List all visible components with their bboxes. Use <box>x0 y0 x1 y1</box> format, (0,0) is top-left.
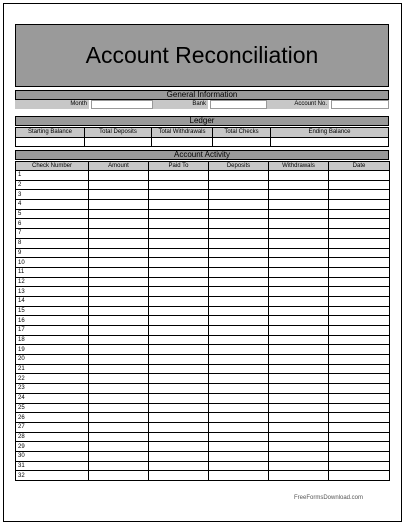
entry-cell[interactable] <box>329 471 390 481</box>
entry-cell[interactable] <box>269 238 329 248</box>
entry-cell[interactable] <box>209 326 269 336</box>
entry-cell[interactable] <box>209 229 269 239</box>
entry-cell[interactable] <box>89 432 149 442</box>
entry-cell[interactable] <box>269 200 329 210</box>
row-number-cell[interactable]: 8 <box>16 238 89 248</box>
table-row <box>16 267 390 277</box>
table-row <box>16 422 390 432</box>
month-field[interactable] <box>91 100 153 109</box>
starting-balance-field[interactable] <box>16 138 84 146</box>
entry-cell[interactable] <box>269 374 329 384</box>
entry-cell[interactable] <box>89 403 149 413</box>
ledger-col <box>213 128 271 146</box>
entry-cell[interactable] <box>329 200 390 210</box>
entry-cell[interactable] <box>89 180 149 190</box>
table-row <box>16 316 390 326</box>
entry-cell[interactable] <box>329 267 390 277</box>
row-number-cell[interactable]: 4 <box>16 200 89 210</box>
entry-cell[interactable] <box>329 345 390 355</box>
activity-table <box>15 161 390 481</box>
row-number-cell[interactable]: 5 <box>16 209 89 219</box>
entry-cell[interactable] <box>209 219 269 229</box>
table-row <box>16 229 390 239</box>
column-header: Deposits <box>209 162 269 171</box>
entry-cell[interactable] <box>209 180 269 190</box>
entry-cell[interactable] <box>149 229 209 239</box>
activity-header-row <box>16 162 390 171</box>
page-title: Account Reconciliation <box>85 42 319 68</box>
table-row <box>16 171 390 181</box>
entry-cell[interactable] <box>209 374 269 384</box>
table-row <box>16 287 390 297</box>
entry-cell[interactable] <box>269 413 329 423</box>
entry-cell[interactable] <box>329 219 390 229</box>
bank-field[interactable] <box>210 100 267 109</box>
entry-cell[interactable] <box>209 238 269 248</box>
row-number-cell[interactable]: 19 <box>16 345 89 355</box>
row-number-cell[interactable]: 27 <box>16 422 89 432</box>
entry-cell[interactable] <box>209 413 269 423</box>
entry-cell[interactable] <box>149 180 209 190</box>
entry-cell[interactable] <box>269 229 329 239</box>
table-row <box>16 180 390 190</box>
entry-cell[interactable] <box>209 451 269 461</box>
entry-cell[interactable] <box>89 219 149 229</box>
entry-cell[interactable] <box>329 287 390 297</box>
entry-cell[interactable] <box>209 190 269 200</box>
entry-cell[interactable] <box>89 190 149 200</box>
entry-cell[interactable] <box>149 326 209 336</box>
entry-cell[interactable] <box>149 190 209 200</box>
table-row <box>16 442 390 452</box>
row-number-cell[interactable]: 28 <box>16 432 89 442</box>
entry-cell[interactable] <box>149 442 209 452</box>
bank-label: Bank <box>153 100 208 109</box>
entry-cell[interactable] <box>269 277 329 287</box>
table-row <box>16 451 390 461</box>
entry-cell[interactable] <box>209 393 269 403</box>
table-row <box>16 335 390 345</box>
table-row <box>16 345 390 355</box>
entry-cell[interactable] <box>149 287 209 297</box>
entry-cell[interactable] <box>209 461 269 471</box>
entry-cell[interactable] <box>329 355 390 365</box>
entry-cell[interactable] <box>149 248 209 258</box>
entry-cell[interactable] <box>89 200 149 210</box>
entry-cell[interactable] <box>149 422 209 432</box>
ledger-col <box>152 128 213 146</box>
entry-cell[interactable] <box>89 209 149 219</box>
row-number-cell[interactable]: 22 <box>16 374 89 384</box>
entry-cell[interactable] <box>209 287 269 297</box>
entry-cell[interactable] <box>329 451 390 461</box>
entry-cell[interactable] <box>149 432 209 442</box>
entry-cell[interactable] <box>329 277 390 287</box>
entry-cell[interactable] <box>149 200 209 210</box>
entry-cell[interactable] <box>329 180 390 190</box>
entry-cell[interactable] <box>329 442 390 452</box>
entry-cell[interactable] <box>209 345 269 355</box>
row-number-cell[interactable]: 6 <box>16 219 89 229</box>
table-row <box>16 306 390 316</box>
entry-cell[interactable] <box>209 335 269 345</box>
row-number-cell[interactable]: 14 <box>16 296 89 306</box>
entry-cell[interactable] <box>89 364 149 374</box>
entry-cell[interactable] <box>269 209 329 219</box>
entry-cell[interactable] <box>269 345 329 355</box>
entry-cell[interactable] <box>329 296 390 306</box>
table-row <box>16 190 390 200</box>
table-row <box>16 471 390 481</box>
entry-cell[interactable] <box>149 306 209 316</box>
row-number-cell[interactable]: 3 <box>16 190 89 200</box>
entry-cell[interactable] <box>209 209 269 219</box>
entry-cell[interactable] <box>149 277 209 287</box>
entry-cell[interactable] <box>209 258 269 268</box>
entry-cell[interactable] <box>269 384 329 394</box>
table-row <box>16 384 390 394</box>
entry-cell[interactable] <box>269 432 329 442</box>
column-header: Paid To <box>149 162 209 171</box>
general-info-heading: General Information <box>15 90 389 100</box>
entry-cell[interactable] <box>149 238 209 248</box>
ledger-header: Starting Balance <box>16 128 84 138</box>
entry-cell[interactable] <box>269 171 329 181</box>
ledger-col <box>85 128 152 146</box>
entry-cell[interactable] <box>329 258 390 268</box>
footer-credit: FreeFormsDownload.com <box>294 495 364 501</box>
entry-cell[interactable] <box>89 171 149 181</box>
table-row <box>16 200 390 210</box>
entry-cell[interactable] <box>209 422 269 432</box>
entry-cell[interactable] <box>89 461 149 471</box>
row-number-cell[interactable]: 15 <box>16 306 89 316</box>
entry-cell[interactable] <box>269 287 329 297</box>
entry-cell[interactable] <box>209 403 269 413</box>
row-number-cell[interactable]: 1 <box>16 171 89 181</box>
entry-cell[interactable] <box>209 384 269 394</box>
table-row <box>16 248 390 258</box>
entry-cell[interactable] <box>269 316 329 326</box>
entry-cell[interactable] <box>269 306 329 316</box>
entry-cell[interactable] <box>209 432 269 442</box>
row-number-cell[interactable]: 31 <box>16 461 89 471</box>
entry-cell[interactable] <box>149 296 209 306</box>
entry-cell[interactable] <box>89 335 149 345</box>
entry-cell[interactable] <box>149 355 209 365</box>
entry-cell[interactable] <box>149 403 209 413</box>
entry-cell[interactable] <box>329 432 390 442</box>
entry-cell[interactable] <box>89 384 149 394</box>
total-checks-field[interactable] <box>213 138 270 146</box>
row-number-cell[interactable]: 10 <box>16 258 89 268</box>
ledger-col <box>271 128 388 146</box>
entry-cell[interactable] <box>149 471 209 481</box>
entry-cell[interactable] <box>89 413 149 423</box>
entry-cell[interactable] <box>209 200 269 210</box>
entry-cell[interactable] <box>89 229 149 239</box>
entry-cell[interactable] <box>209 442 269 452</box>
entry-cell[interactable] <box>269 335 329 345</box>
entry-cell[interactable] <box>149 393 209 403</box>
entry-cell[interactable] <box>149 345 209 355</box>
entry-cell[interactable] <box>209 471 269 481</box>
entry-cell[interactable] <box>209 171 269 181</box>
total-deposits-field[interactable] <box>85 138 151 146</box>
entry-cell[interactable] <box>329 171 390 181</box>
form-page <box>3 3 402 522</box>
row-number-cell[interactable]: 2 <box>16 180 89 190</box>
entry-cell[interactable] <box>89 451 149 461</box>
entry-cell[interactable] <box>89 287 149 297</box>
entry-cell[interactable] <box>149 209 209 219</box>
entry-cell[interactable] <box>89 277 149 287</box>
account-number-field[interactable] <box>331 100 389 109</box>
entry-cell[interactable] <box>89 258 149 268</box>
entry-cell[interactable] <box>89 238 149 248</box>
entry-cell[interactable] <box>329 364 390 374</box>
entry-cell[interactable] <box>269 461 329 471</box>
column-header: Amount <box>89 162 149 171</box>
entry-cell[interactable] <box>149 451 209 461</box>
table-row <box>16 461 390 471</box>
entry-cell[interactable] <box>269 258 329 268</box>
entry-cell[interactable] <box>209 277 269 287</box>
row-number-cell[interactable]: 26 <box>16 413 89 423</box>
entry-cell[interactable] <box>329 326 390 336</box>
ledger-header: Total Checks <box>213 128 270 138</box>
row-number-cell[interactable]: 16 <box>16 316 89 326</box>
table-row <box>16 413 390 423</box>
entry-cell[interactable] <box>329 248 390 258</box>
table-row <box>16 238 390 248</box>
entry-cell[interactable] <box>329 306 390 316</box>
entry-cell[interactable] <box>269 403 329 413</box>
entry-cell[interactable] <box>89 471 149 481</box>
month-label: Month <box>15 100 89 109</box>
entry-cell[interactable] <box>329 461 390 471</box>
table-row <box>16 364 390 374</box>
row-number-cell[interactable]: 13 <box>16 287 89 297</box>
entry-cell[interactable] <box>269 219 329 229</box>
row-number-cell[interactable]: 24 <box>16 393 89 403</box>
entry-cell[interactable] <box>329 190 390 200</box>
entry-cell[interactable] <box>149 364 209 374</box>
entry-cell[interactable] <box>89 345 149 355</box>
column-header: Date <box>329 162 390 171</box>
entry-cell[interactable] <box>149 171 209 181</box>
table-row <box>16 403 390 413</box>
row-number-cell[interactable]: 7 <box>16 229 89 239</box>
entry-cell[interactable] <box>209 267 269 277</box>
entry-cell[interactable] <box>209 296 269 306</box>
entry-cell[interactable] <box>329 209 390 219</box>
entry-cell[interactable] <box>269 471 329 481</box>
entry-cell[interactable] <box>329 384 390 394</box>
entry-cell[interactable] <box>89 422 149 432</box>
entry-cell[interactable] <box>269 422 329 432</box>
entry-cell[interactable] <box>149 413 209 423</box>
entry-cell[interactable] <box>269 296 329 306</box>
entry-cell[interactable] <box>89 442 149 452</box>
ledger-header: Ending Balance <box>271 128 388 138</box>
entry-cell[interactable] <box>269 451 329 461</box>
ledger-heading: Ledger <box>15 116 389 126</box>
entry-cell[interactable] <box>89 306 149 316</box>
row-number-cell[interactable]: 29 <box>16 442 89 452</box>
ledger-col <box>16 128 85 146</box>
entry-cell[interactable] <box>269 248 329 258</box>
row-number-cell[interactable]: 23 <box>16 384 89 394</box>
row-number-cell[interactable]: 20 <box>16 355 89 365</box>
table-row <box>16 258 390 268</box>
table-row <box>16 296 390 306</box>
row-number-cell[interactable]: 12 <box>16 277 89 287</box>
entry-cell[interactable] <box>89 316 149 326</box>
entry-cell[interactable] <box>269 190 329 200</box>
column-header: Withdrawals <box>269 162 329 171</box>
entry-cell[interactable] <box>209 364 269 374</box>
entry-cell[interactable] <box>89 393 149 403</box>
entry-cell[interactable] <box>209 316 269 326</box>
entry-cell[interactable] <box>149 316 209 326</box>
row-number-cell[interactable]: 17 <box>16 326 89 336</box>
row-number-cell[interactable]: 21 <box>16 364 89 374</box>
account-number-label: Account No. <box>267 100 329 109</box>
entry-cell[interactable] <box>329 413 390 423</box>
entry-cell[interactable] <box>269 355 329 365</box>
column-header: Check Number <box>16 162 89 171</box>
entry-cell[interactable] <box>209 248 269 258</box>
entry-cell[interactable] <box>149 335 209 345</box>
entry-cell[interactable] <box>209 355 269 365</box>
entry-cell[interactable] <box>149 384 209 394</box>
table-row <box>16 393 390 403</box>
entry-cell[interactable] <box>89 267 149 277</box>
total-withdrawals-field[interactable] <box>152 138 212 146</box>
entry-cell[interactable] <box>209 306 269 316</box>
row-number-cell[interactable]: 18 <box>16 335 89 345</box>
entry-cell[interactable] <box>89 296 149 306</box>
row-number-cell[interactable]: 32 <box>16 471 89 481</box>
entry-cell[interactable] <box>269 326 329 336</box>
entry-cell[interactable] <box>149 258 209 268</box>
ledger-table <box>15 127 389 147</box>
entry-cell[interactable] <box>269 180 329 190</box>
table-row <box>16 374 390 384</box>
entry-cell[interactable] <box>329 403 390 413</box>
entry-cell[interactable] <box>89 248 149 258</box>
entry-cell[interactable] <box>149 374 209 384</box>
entry-cell[interactable] <box>149 219 209 229</box>
entry-cell[interactable] <box>149 267 209 277</box>
ending-balance-field[interactable] <box>271 138 388 146</box>
entry-cell[interactable] <box>89 374 149 384</box>
entry-cell[interactable] <box>329 422 390 432</box>
row-number-cell[interactable]: 30 <box>16 451 89 461</box>
entry-cell[interactable] <box>329 229 390 239</box>
activity-body <box>16 171 390 481</box>
row-number-cell[interactable]: 9 <box>16 248 89 258</box>
title-box <box>15 24 389 87</box>
ledger-header: Total Withdrawals <box>152 128 212 138</box>
entry-cell[interactable] <box>269 442 329 452</box>
table-row <box>16 219 390 229</box>
ledger-header: Total Deposits <box>85 128 151 138</box>
entry-cell[interactable] <box>269 267 329 277</box>
entry-cell[interactable] <box>89 355 149 365</box>
row-number-cell[interactable]: 11 <box>16 267 89 277</box>
table-row <box>16 326 390 336</box>
entry-cell[interactable] <box>329 393 390 403</box>
row-number-cell[interactable]: 25 <box>16 403 89 413</box>
table-row <box>16 277 390 287</box>
entry-cell[interactable] <box>329 374 390 384</box>
entry-cell[interactable] <box>329 316 390 326</box>
table-row <box>16 432 390 442</box>
entry-cell[interactable] <box>329 238 390 248</box>
activity-heading: Account Activity <box>15 150 389 160</box>
entry-cell[interactable] <box>149 461 209 471</box>
table-row <box>16 355 390 365</box>
table-row <box>16 209 390 219</box>
entry-cell[interactable] <box>329 335 390 345</box>
entry-cell[interactable] <box>269 364 329 374</box>
entry-cell[interactable] <box>89 326 149 336</box>
entry-cell[interactable] <box>269 393 329 403</box>
